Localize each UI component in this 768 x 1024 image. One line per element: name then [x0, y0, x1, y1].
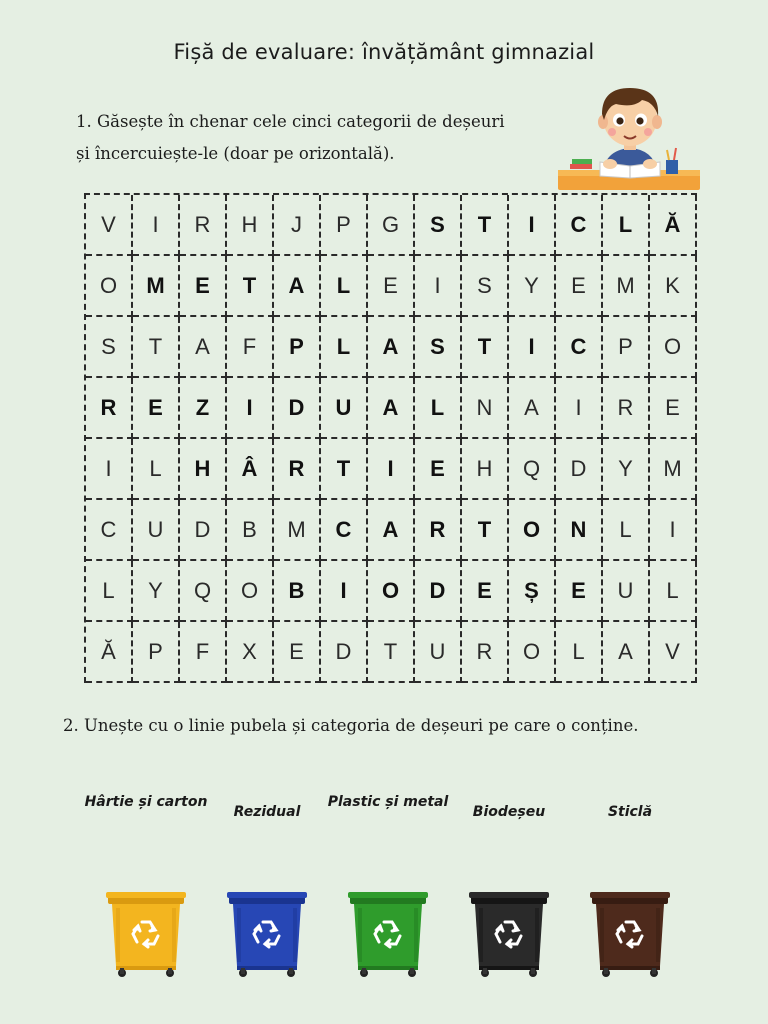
grid-cell[interactable]: M [274, 500, 321, 561]
grid-cell[interactable]: E [556, 561, 603, 622]
grid-cell[interactable]: E [133, 378, 180, 439]
question-1-line-2: și încercuiește-le (doar pe orizontală). [76, 144, 395, 163]
grid-cell[interactable]: P [133, 622, 180, 683]
grid-cell[interactable]: P [321, 195, 368, 256]
grid-cell[interactable]: E [650, 378, 697, 439]
grid-cell[interactable]: I [415, 256, 462, 317]
grid-cell[interactable]: Z [180, 378, 227, 439]
grid-cell[interactable]: L [650, 561, 697, 622]
grid-cell[interactable]: A [180, 317, 227, 378]
category-label-plastic: Plastic și metal [327, 794, 449, 810]
grid-cell[interactable]: K [650, 256, 697, 317]
blue-bin[interactable] [227, 890, 307, 978]
category-label-glass: Sticlă [607, 804, 653, 820]
grid-cell[interactable]: A [509, 378, 556, 439]
grid-cell[interactable]: I [321, 561, 368, 622]
grid-cell[interactable]: C [321, 500, 368, 561]
grid-cell[interactable]: E [556, 256, 603, 317]
yellow-bin[interactable] [106, 890, 186, 978]
grid-cell[interactable]: T [462, 195, 509, 256]
grid-cell[interactable]: R [415, 500, 462, 561]
grid-cell[interactable]: F [180, 622, 227, 683]
question-2: 2. Unește cu o linie pubela și categoria de deșeuri pe care o conține. [63, 716, 639, 735]
grid-cell[interactable]: P [274, 317, 321, 378]
grid-cell[interactable]: U [415, 622, 462, 683]
grid-cell[interactable]: E [274, 622, 321, 683]
grid-cell[interactable]: V [650, 622, 697, 683]
grid-cell[interactable]: I [509, 317, 556, 378]
grid-cell[interactable]: S [86, 317, 133, 378]
grid-cell[interactable]: L [603, 500, 650, 561]
grid-cell[interactable]: Y [133, 561, 180, 622]
grid-cell[interactable]: Â [227, 439, 274, 500]
grid-cell[interactable]: A [274, 256, 321, 317]
grid-cell[interactable]: H [227, 195, 274, 256]
grid-cell[interactable]: O [509, 622, 556, 683]
grid-cell[interactable]: Q [180, 561, 227, 622]
grid-cell[interactable]: H [180, 439, 227, 500]
page-title: Fișă de evaluare: învățământ gimnazial [173, 40, 595, 64]
grid-cell[interactable]: Ă [650, 195, 697, 256]
grid-cell[interactable]: Y [603, 439, 650, 500]
grid-cell[interactable]: S [462, 256, 509, 317]
grid-cell[interactable]: J [274, 195, 321, 256]
grid-cell[interactable]: U [321, 378, 368, 439]
grid-cell[interactable]: C [86, 500, 133, 561]
grid-cell[interactable]: R [86, 378, 133, 439]
grid-cell[interactable]: L [415, 378, 462, 439]
grid-cell[interactable]: O [650, 317, 697, 378]
grid-cell[interactable]: Q [509, 439, 556, 500]
grid-cell[interactable]: R [180, 195, 227, 256]
grid-cell[interactable]: T [462, 500, 509, 561]
grid-cell[interactable]: C [556, 195, 603, 256]
grid-cell[interactable]: N [462, 378, 509, 439]
grid-cell[interactable]: D [556, 439, 603, 500]
black-bin[interactable] [469, 890, 549, 978]
grid-cell[interactable]: E [462, 561, 509, 622]
grid-cell[interactable]: U [603, 561, 650, 622]
question-1 [76, 106, 505, 170]
grid-cell[interactable]: L [86, 561, 133, 622]
word-search-grid [84, 193, 697, 683]
grid-cell[interactable]: L [603, 195, 650, 256]
category-label-paper: Hârtie și carton [84, 794, 208, 810]
grid-cell[interactable]: I [556, 378, 603, 439]
grid-cell[interactable]: G [368, 195, 415, 256]
grid-cell[interactable]: T [133, 317, 180, 378]
grid-cell[interactable]: S [415, 195, 462, 256]
grid-cell[interactable]: F [227, 317, 274, 378]
grid-cell[interactable]: I [368, 439, 415, 500]
grid-cell[interactable]: O [368, 561, 415, 622]
grid-cell[interactable]: O [227, 561, 274, 622]
grid-cell[interactable]: H [462, 439, 509, 500]
grid-cell[interactable]: T [462, 317, 509, 378]
grid-cell[interactable]: A [368, 500, 415, 561]
grid-cell[interactable]: D [274, 378, 321, 439]
grid-cell[interactable]: E [180, 256, 227, 317]
category-label-biowaste: Biodeșeu [472, 804, 546, 820]
category-label-residual: Rezidual [233, 804, 301, 820]
grid-cell[interactable]: T [321, 439, 368, 500]
grid-cell[interactable]: L [133, 439, 180, 500]
brown-bin[interactable] [590, 890, 670, 978]
grid-cell[interactable]: M [650, 439, 697, 500]
grid-cell[interactable]: P [603, 317, 650, 378]
grid-cell[interactable]: R [603, 378, 650, 439]
grid-cell[interactable]: T [227, 256, 274, 317]
grid-cell[interactable]: B [274, 561, 321, 622]
grid-cell[interactable]: U [133, 500, 180, 561]
grid-cell[interactable]: D [321, 622, 368, 683]
grid-cell[interactable]: N [556, 500, 603, 561]
grid-cell[interactable]: D [415, 561, 462, 622]
grid-cell[interactable]: A [368, 378, 415, 439]
grid-cell[interactable]: D [180, 500, 227, 561]
question-1-line-1: 1. Găsește în chenar cele cinci categorii de deșeuri [76, 112, 505, 131]
grid-cell[interactable]: O [509, 500, 556, 561]
grid-cell[interactable]: L [321, 317, 368, 378]
grid-cell[interactable]: L [321, 256, 368, 317]
grid-cell[interactable]: M [133, 256, 180, 317]
grid-cell[interactable]: R [274, 439, 321, 500]
grid-cell[interactable]: T [368, 622, 415, 683]
grid-cell[interactable]: I [227, 378, 274, 439]
student-illustration [554, 80, 704, 198]
grid-cell[interactable]: V [86, 195, 133, 256]
grid-cell[interactable]: X [227, 622, 274, 683]
grid-cell[interactable]: R [462, 622, 509, 683]
grid-cell[interactable]: I [650, 500, 697, 561]
grid-cell[interactable]: Y [509, 256, 556, 317]
grid-cell[interactable]: B [227, 500, 274, 561]
grid-cell[interactable]: Ă [86, 622, 133, 683]
grid-cell[interactable]: O [86, 256, 133, 317]
green-bin[interactable] [348, 890, 428, 978]
grid-cell[interactable]: C [556, 317, 603, 378]
grid-cell[interactable]: I [86, 439, 133, 500]
grid-cell[interactable]: I [509, 195, 556, 256]
grid-cell[interactable]: Ș [509, 561, 556, 622]
grid-cell[interactable]: L [556, 622, 603, 683]
grid-cell[interactable]: E [368, 256, 415, 317]
grid-cell[interactable]: A [368, 317, 415, 378]
grid-cell[interactable]: A [603, 622, 650, 683]
grid-cell[interactable]: E [415, 439, 462, 500]
grid-cell[interactable]: S [415, 317, 462, 378]
grid-cell[interactable]: I [133, 195, 180, 256]
grid-cell[interactable]: M [603, 256, 650, 317]
